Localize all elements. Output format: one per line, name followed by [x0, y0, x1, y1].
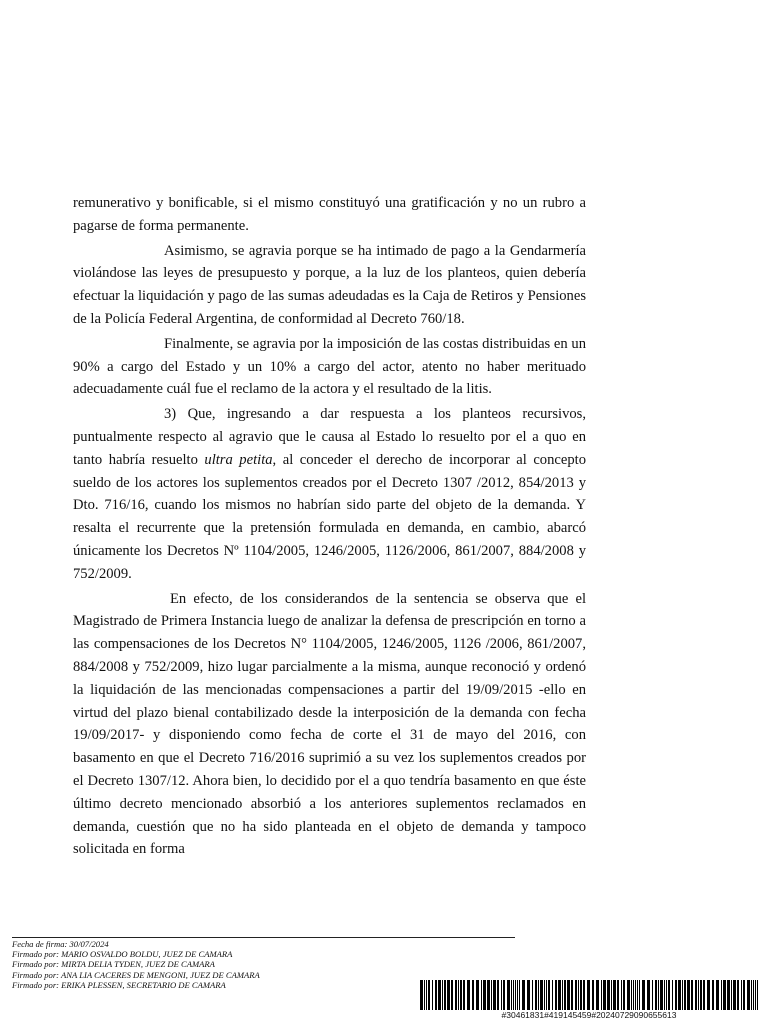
- barcode-bar: [703, 980, 705, 1010]
- barcode-bar: [721, 980, 722, 1010]
- barcode-bar: [501, 980, 502, 1010]
- barcode-bar: [698, 980, 699, 1010]
- barcode-bar: [747, 980, 750, 1010]
- barcode-bar: [655, 980, 657, 1010]
- barcode-bar: [507, 980, 510, 1010]
- barcode-bar: [567, 980, 570, 1010]
- barcode-bar: [476, 980, 479, 1010]
- barcode-bar: [575, 980, 577, 1010]
- barcode-bar: [631, 980, 632, 1010]
- barcode-bar: [642, 980, 645, 1010]
- barcode-bar: [522, 980, 525, 1010]
- barcode-bar: [623, 980, 625, 1010]
- barcode-bar: [601, 980, 602, 1010]
- paragraph-3-que: [73, 403, 586, 585]
- barcode-bar: [558, 980, 561, 1010]
- paragraph-finalmente: Finalmente, se agravia por la imposición de las costas distribuidas en un 90% a cargo del Estado y un 10% a cargo del actor, atento no haber merituado adecuadamente cuál fue el reclamo de la actora y el resultado de la litis.: [73, 335, 586, 398]
- barcode-bar: [428, 980, 430, 1010]
- barcode-bar: [487, 980, 490, 1010]
- barcode-bar: [666, 980, 667, 1010]
- barcode-bar: [580, 980, 582, 1010]
- barcode-bar: [555, 980, 557, 1010]
- barcode-bar: [564, 980, 566, 1010]
- barcode-bar: [637, 980, 638, 1010]
- barcode-bar: [527, 980, 530, 1010]
- barcode-bar: [432, 980, 433, 1010]
- barcode-bar: [635, 980, 636, 1010]
- barcode-bar: [668, 980, 670, 1010]
- barcode-bar: [424, 980, 425, 1010]
- barcode-bar: [755, 980, 756, 1010]
- signature-line: Firmado por: MARIO OSVALDO BOLDU, JUEZ DE CAMARA: [12, 949, 233, 960]
- barcode-bar: [481, 980, 482, 1010]
- barcode-bar: [535, 980, 537, 1010]
- barcode-bar: [532, 980, 533, 1010]
- barcode-bar: [757, 980, 758, 1010]
- paragraph-asimismo: Asimismo, se agravia porque se ha intimado de pago a la Gendarmería violándose las leyes de presupuesto y porque, a la luz de los planteos, quien debería efectuar la liquidación y pago de las sumas adeudadas es la Caja de Retiros y Pensiones de la Policía Federal Argentina, de conformidad al Decreto 760/18.: [73, 242, 586, 327]
- barcode-bar: [695, 980, 697, 1010]
- barcode-bar: [621, 980, 622, 1010]
- signature-line: Firmado por: MIRTA DELIA TYDEN, JUEZ DE CAMARA: [12, 959, 215, 970]
- barcode-bar: [420, 980, 423, 1010]
- barcode-bar: [513, 980, 514, 1010]
- barcode-bar: [716, 980, 719, 1010]
- barcode-bar: [743, 980, 745, 1010]
- barcode-bar: [647, 980, 650, 1010]
- barcode-bar: [548, 980, 550, 1010]
- barcode-bar: [731, 980, 732, 1010]
- barcode-bar: [687, 980, 690, 1010]
- barcode-bar: [707, 980, 710, 1010]
- barcode-bar: [611, 980, 612, 1010]
- barcode-bar: [741, 980, 742, 1010]
- signature-block: [12, 939, 432, 990]
- barcode-bar: [519, 980, 520, 1010]
- barcode-bar: [664, 980, 665, 1010]
- paragraph-3-text-before: 3) Que, ingresando a dar respuesta a los planteos recursivos, puntualmente respecto al agravio que le causa al Estado lo resuelto por el a quo en tanto habría resuelto: [73, 406, 586, 468]
- signature-divider: [12, 937, 515, 938]
- barcode-bar: [472, 980, 474, 1010]
- barcode-number: #30461831#419145459#20240729090655613: [501, 1010, 677, 1020]
- barcode-bar: [652, 980, 653, 1010]
- signature-line: Firmado por: ERIKA PLESSEN, SECRETARIO DE CAMARA: [12, 979, 226, 990]
- barcode-bar: [617, 980, 619, 1010]
- barcode-bar: [435, 980, 437, 1010]
- barcode-bar: [460, 980, 462, 1010]
- barcode-bar: [511, 980, 512, 1010]
- barcode-bar: [455, 980, 457, 1010]
- barcode-bar: [684, 980, 686, 1010]
- barcode-bar: [578, 980, 579, 1010]
- barcode-bar: [727, 980, 730, 1010]
- barcode-bar: [682, 980, 683, 1010]
- barcode-bar: [753, 980, 754, 1010]
- barcode-bar: [660, 980, 663, 1010]
- barcode-bar: [607, 980, 610, 1010]
- barcode-bar: [691, 980, 693, 1010]
- barcode-bar: [583, 980, 585, 1010]
- barcode-bar: [538, 980, 539, 1010]
- barcode-bar: [497, 980, 499, 1010]
- barcode-bar: [515, 980, 516, 1010]
- barcode-bar: [463, 980, 465, 1010]
- barcode-bar: [633, 980, 634, 1010]
- barcode-bar: [596, 980, 599, 1010]
- barcode-bar: [493, 980, 496, 1010]
- barcode-bar: [571, 980, 573, 1010]
- barcode-bar: [587, 980, 590, 1010]
- barcode-image: [418, 980, 760, 1010]
- barcode-bar: [723, 980, 726, 1010]
- barcode-bar: [517, 980, 518, 1010]
- barcode-bar: [603, 980, 606, 1010]
- barcode-bar: [438, 980, 441, 1010]
- barcode-bar: [544, 980, 545, 1010]
- barcode-bar: [733, 980, 736, 1010]
- barcode-bar: [700, 980, 702, 1010]
- barcode-bar: [426, 980, 427, 1010]
- barcode-bar: [737, 980, 739, 1010]
- barcode-bar: [678, 980, 681, 1010]
- barcode-bar: [562, 980, 563, 1010]
- signature-line: Firmado por: ANA LIA CACERES DE MENGONI, JUEZ DE CAMARA: [12, 969, 260, 980]
- barcode-bar: [613, 980, 616, 1010]
- barcode-bar: [442, 980, 443, 1010]
- barcode-bar: [658, 980, 659, 1010]
- ultra-petita-emphasis: ultra petita: [204, 451, 273, 468]
- barcode-bar: [540, 980, 543, 1010]
- document-body: [73, 192, 586, 863]
- paragraph-en-efecto: En efecto, de los considerandos de la sentencia se observa que el Magistrado de Primera Instancia luego de analizar la defensa de prescripción en torno a las compensaciones de los Decretos N° 1104/2005, 1246/2005, 1126 /2006, 861/2007, 884/2008 y 752/2009, hizo lugar parcialmente a la misma, aunque reconoció y ordenó la liquidación de las mencionadas compensaciones a partir del 19/09/2015 -ello en virtud del plazo bienal contabilizado desde la interposición de la demanda con fecha 19/09/2017- y disponiendo como fecha de corte el 31 de mayo del 2016, con basamento en que el Decreto 716/2016 suprimió a su vez los suplementos creados por el Decreto 1307/12. Ahora bien, lo decidido por el a quo tendría basamento en que éste último decreto mencionado absorbió a los anteriores suplementos reclamados en demanda, cuestión que no ha sido planteada en el objeto de demanda y tampoco solicitada en forma: [73, 590, 586, 858]
- barcode-bar: [627, 980, 630, 1010]
- barcode-bar: [491, 980, 492, 1010]
- barcode-bar: [451, 980, 453, 1010]
- barcode-bar: [751, 980, 752, 1010]
- barcode-bar: [444, 980, 446, 1010]
- barcode-bar: [712, 980, 714, 1010]
- barcode-bar: [458, 980, 459, 1010]
- paragraph-remunerativo: remunerativo y bonificable, si el mismo constituyó una gratificación y no un rubro a pagarse de forma permanente.: [73, 195, 586, 234]
- barcode-bar: [483, 980, 486, 1010]
- barcode-bar: [467, 980, 470, 1010]
- barcode-bar: [447, 980, 450, 1010]
- barcode-bar: [546, 980, 547, 1010]
- barcode-bar: [552, 980, 553, 1010]
- barcode-bar: [639, 980, 640, 1010]
- barcode-bar: [672, 980, 673, 1010]
- signature-date: Fecha de firma: 30/07/2024: [12, 939, 109, 949]
- barcode-bar: [592, 980, 594, 1010]
- barcode-bar: [675, 980, 677, 1010]
- paragraph-3-text-after: , al conceder el derecho de incorporar al concepto sueldo de los actores los suplementos creados por el Decreto 1307 /2012, 854/2013 y Dto. 716/16, cuando los mismos no habrían sido parte del objeto de la demanda. Y resalta el recurrente que la pretensión formulada en demanda, en cambio, abarcó únicamente los Decretos Nº 1104/2005, 1246/2005, 1126/2006, 861/2007, 884/2008 y 752/2009.: [73, 451, 586, 582]
- barcode-bar: [503, 980, 505, 1010]
